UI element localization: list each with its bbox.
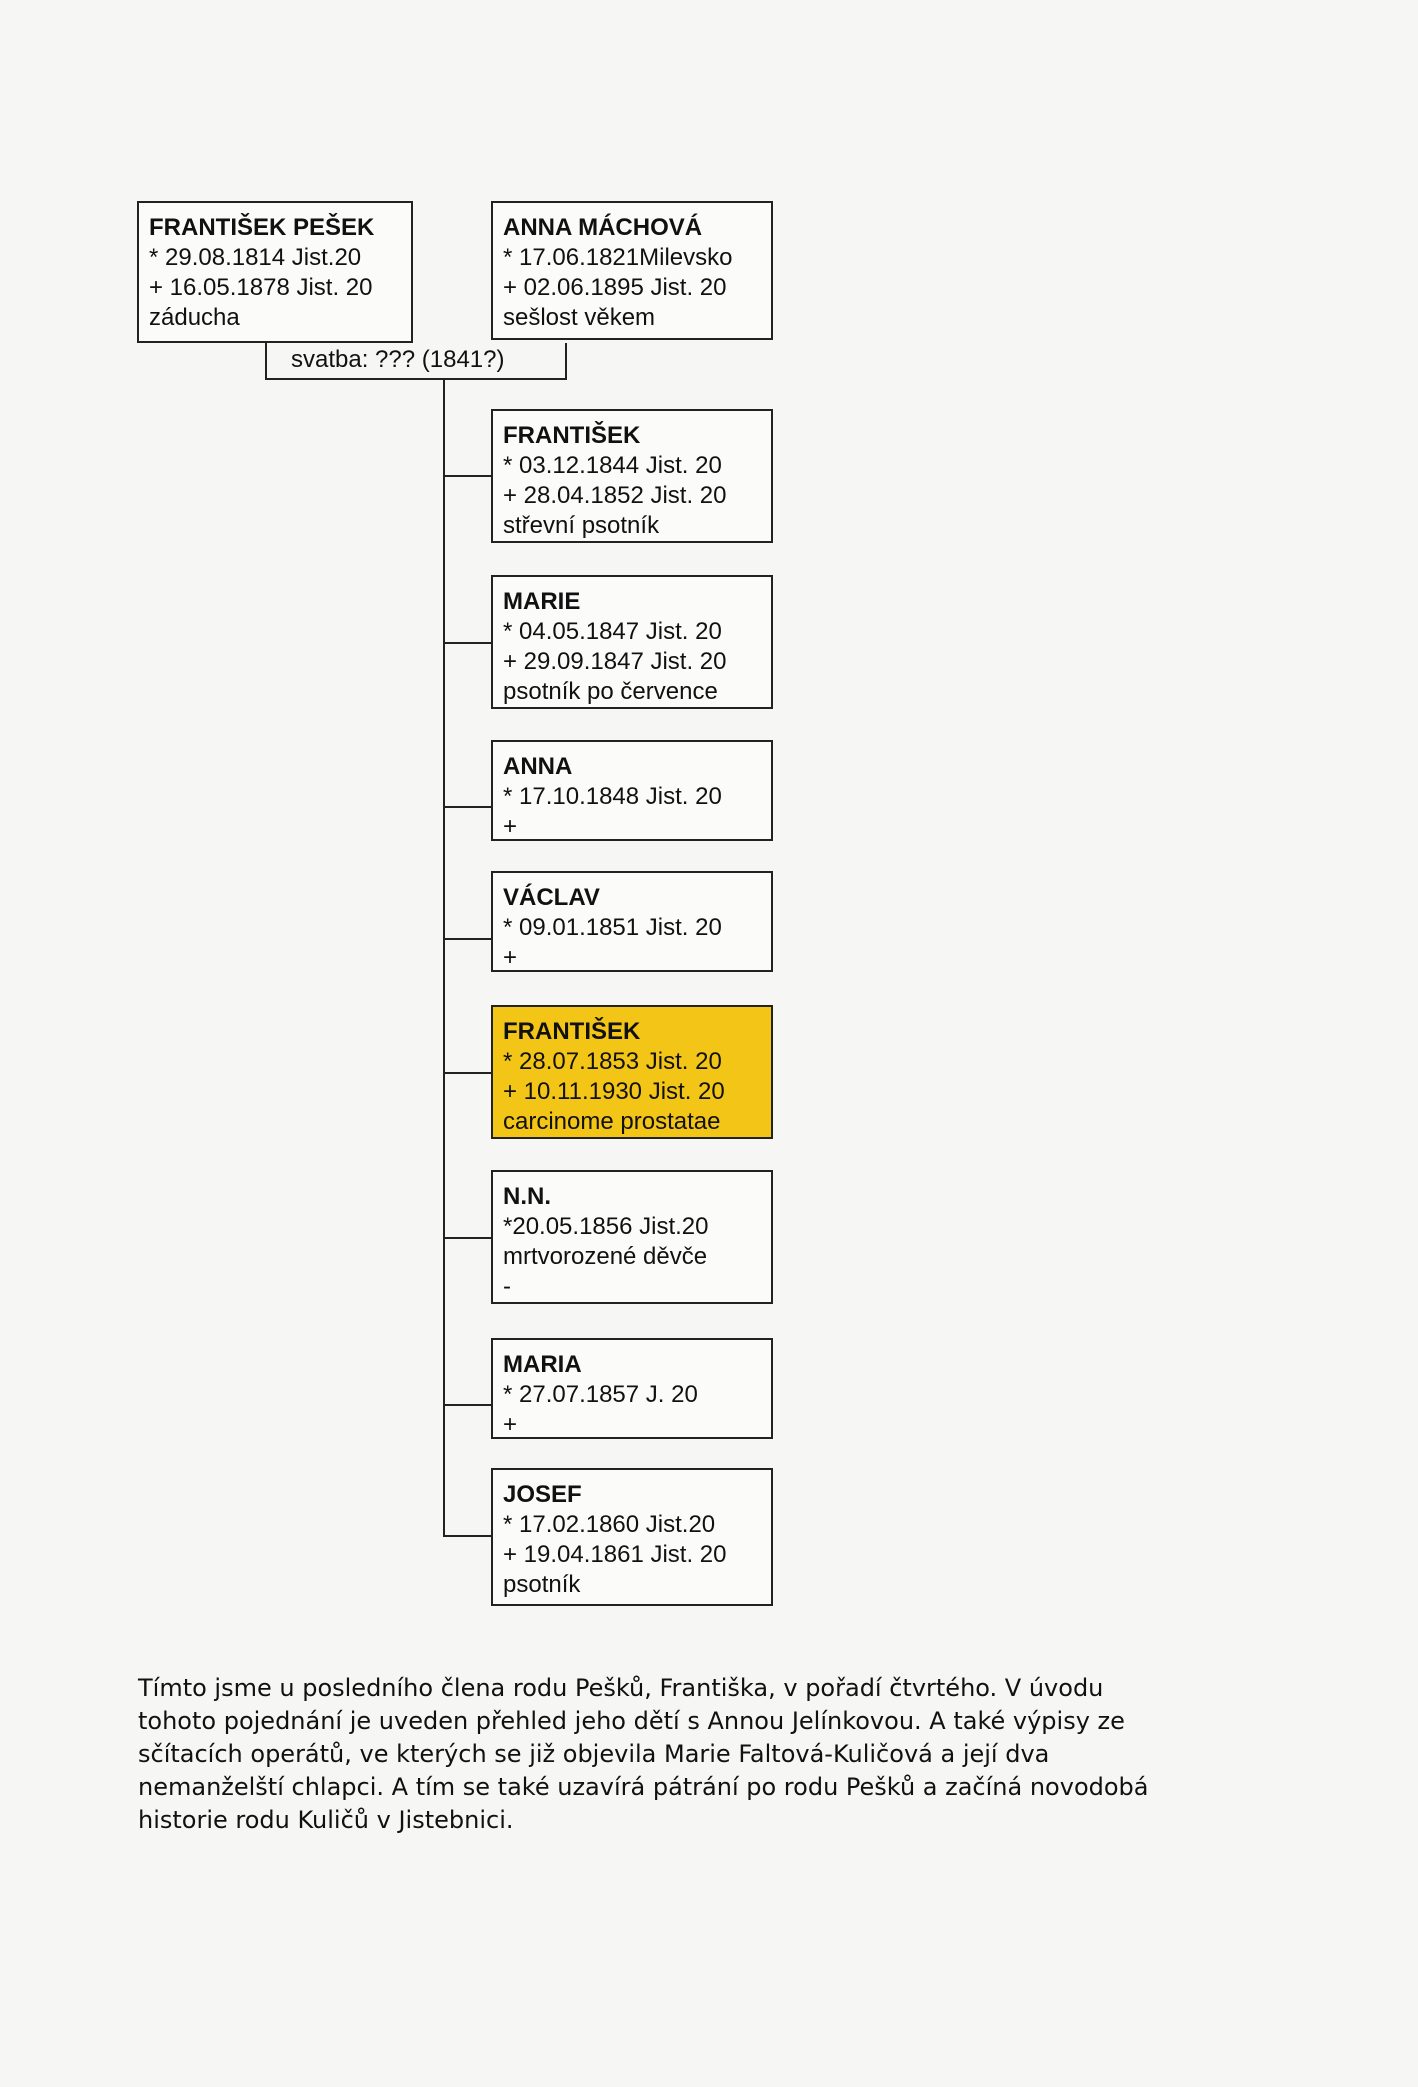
connector-line [443, 1404, 493, 1406]
person-name: FRANTIŠEK [503, 422, 641, 449]
connector-line [443, 1237, 493, 1239]
detail-line: * 27.07.1857 J. 20 [503, 1381, 698, 1408]
detail-line: psotník po července [503, 678, 718, 705]
note-line: tohoto pojednání je uveden přehled jeho dětí s Annou Jelínkovou. A také výpisy ze [138, 1707, 1125, 1735]
death-line: + 02.06.1895 Jist. 20 [503, 274, 727, 301]
connector-line [443, 938, 493, 940]
cause-line: sešlost věkem [503, 304, 656, 331]
detail-line: + [503, 1411, 518, 1438]
detail-line: - [503, 1273, 511, 1300]
birth-line: * 29.08.1814 Jist.20 [149, 244, 362, 271]
connector-line [443, 1072, 493, 1074]
trunk-line [443, 380, 445, 1536]
father-box [137, 201, 413, 343]
note-line: sčítacích operátů, ve kterých se již objevila Marie Faltová-Kuličová a její dva [138, 1740, 1050, 1768]
wedding-label: svatba: ??? (1841?) [265, 343, 567, 380]
death-line: + 16.05.1878 Jist. 20 [149, 274, 373, 301]
detail-line: * 28.07.1853 Jist. 20 [503, 1048, 722, 1075]
detail-line: + [503, 813, 518, 840]
person-name: JOSEF [503, 1481, 582, 1508]
person-name: N.N. [503, 1183, 551, 1210]
note-line: Tímto jsme u posledního člena rodu Pešků, Františka, v pořadí čtvrtého. V úvodu [138, 1674, 1104, 1702]
detail-line: + 28.04.1852 Jist. 20 [503, 482, 727, 509]
detail-line: *20.05.1856 Jist.20 [503, 1213, 709, 1240]
detail-line: * 03.12.1844 Jist. 20 [503, 452, 722, 479]
detail-line: mrtvorozené děvče [503, 1243, 708, 1270]
detail-line: * 17.02.1860 Jist.20 [503, 1511, 716, 1538]
detail-line: + 19.04.1861 Jist. 20 [503, 1541, 727, 1568]
detail-line: střevní psotník [503, 512, 660, 539]
note-line: nemanželští chlapci. A tím se také uzavírá pátrání po rodu Pešků a začíná novodobá [138, 1773, 1149, 1801]
child-box [491, 409, 773, 543]
child-box [491, 871, 773, 972]
person-name: ANNA [503, 753, 573, 780]
child-box [491, 1170, 773, 1304]
connector-line [443, 475, 493, 477]
mother-box [491, 201, 773, 340]
detail-line: * 04.05.1847 Jist. 20 [503, 618, 722, 645]
detail-line: + 29.09.1847 Jist. 20 [503, 648, 727, 675]
person-name: ANNA MÁCHOVÁ [503, 214, 703, 241]
detail-line: * 09.01.1851 Jist. 20 [503, 914, 722, 941]
connector-line [443, 642, 493, 644]
child-box [491, 575, 773, 709]
note-paragraph [138, 1672, 1278, 1837]
connector-line [443, 1535, 493, 1537]
child-box [491, 1338, 773, 1439]
detail-line: carcinome prostatae [503, 1108, 721, 1135]
note-line: historie rodu Kuličů v Jistebnici. [138, 1806, 514, 1834]
detail-line: psotník [503, 1571, 581, 1598]
detail-line: + [503, 944, 518, 971]
child-box [491, 740, 773, 841]
detail-line: * 17.10.1848 Jist. 20 [503, 783, 722, 810]
person-name: FRANTIŠEK PEŠEK [149, 214, 375, 241]
person-name: MARIA [503, 1351, 582, 1378]
detail-line: + 10.11.1930 Jist. 20 [503, 1078, 725, 1105]
child-box [491, 1468, 773, 1606]
child-box [491, 1005, 773, 1139]
person-name: VÁCLAV [503, 884, 600, 911]
cause-line: záducha [149, 304, 240, 331]
connector-line [443, 806, 493, 808]
person-name: MARIE [503, 588, 581, 615]
person-name: FRANTIŠEK [503, 1018, 641, 1045]
birth-line: * 17.06.1821Milevsko [503, 244, 733, 271]
